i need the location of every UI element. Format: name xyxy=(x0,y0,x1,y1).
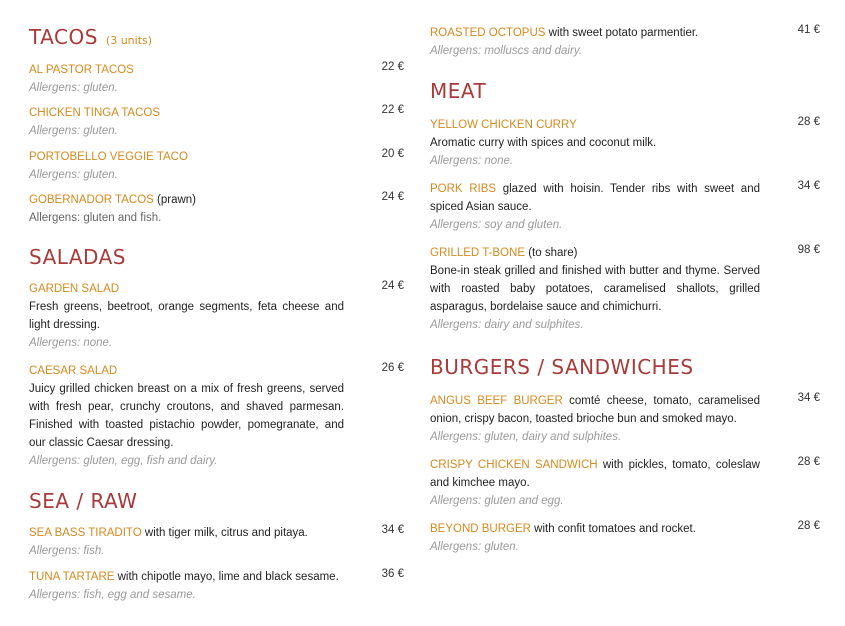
item-price: 22 € xyxy=(381,104,404,116)
item-allergens: Allergens: gluten, dairy and sulphites. xyxy=(430,431,622,443)
item-extra: with pickles, tomato, coleslaw and kimchee mayo. xyxy=(430,459,760,489)
menu-item-beyond-burger xyxy=(430,520,820,556)
item-price: 20 € xyxy=(381,148,404,160)
item-name: GOBERNADOR TACOS xyxy=(29,194,154,206)
menu-item-crispy-chicken xyxy=(430,456,820,510)
item-name: ROASTED OCTOPUS xyxy=(430,27,546,39)
item-extra: with sweet potato parmentier. xyxy=(545,27,699,39)
item-name: YELLOW CHICKEN CURRY xyxy=(430,119,577,131)
menu-item-roasted-octopus xyxy=(430,24,820,60)
item-price: 24 € xyxy=(381,191,404,203)
item-allergens: Allergens: gluten. xyxy=(430,541,519,553)
item-extra: with confit tomatoes and rocket. xyxy=(530,523,696,535)
item-allergens: Allergens: dairy and sulphites. xyxy=(430,319,584,331)
item-price: 28 € xyxy=(797,456,820,468)
item-extra: glazed with hoisin. Tender ribs with sweet and spiced Asian sauce. xyxy=(430,183,760,213)
item-allergens: Allergens: gluten, egg, fish and dairy. xyxy=(29,455,218,467)
item-description: Juicy grilled chicken breast on a mix of fresh greens, served with fresh pear, crunchy croutons, and shaved parmesan. Finished with toasted pistachio powder, pomegranate, and our classic Caesar dressing. xyxy=(29,383,344,449)
item-name: BEYOND BURGER xyxy=(430,523,531,535)
item-price: 41 € xyxy=(797,24,820,36)
item-name: PORK RIBS xyxy=(430,183,497,195)
menu-item-yellow-curry xyxy=(430,116,820,170)
item-extra: comté cheese, tomato, caramelised onion, crispy bacon, toasted brioche bun and smoked mayo. xyxy=(430,395,760,425)
menu-item-al-pastor xyxy=(29,61,404,97)
tacos-title: TACOS xyxy=(29,25,98,49)
item-name: CRISPY CHICKEN SANDWICH xyxy=(430,459,598,471)
item-extra: (to share) xyxy=(525,247,578,259)
item-price: 26 € xyxy=(381,362,404,374)
menu-item-angus-burger xyxy=(430,392,820,446)
item-allergens: Allergens: gluten and fish. xyxy=(29,212,162,224)
item-name: GRILLED T-BONE xyxy=(430,247,526,259)
menu-item-garden-salad xyxy=(29,280,404,352)
item-allergens: Allergens: gluten. xyxy=(29,82,118,94)
section-title-tacos xyxy=(29,25,152,49)
menu-item-pork-ribs xyxy=(430,180,820,234)
menu-item-caesar-salad xyxy=(29,362,404,470)
section-title-burgers: BURGERS / SANDWICHES xyxy=(430,355,694,379)
item-price: 28 € xyxy=(797,116,820,128)
item-name: CHICKEN TINGA TACOS xyxy=(29,107,160,119)
item-description: Fresh greens, beetroot, orange segments, feta cheese and light dressing. xyxy=(29,301,344,331)
item-allergens: Allergens: soy and gluten. xyxy=(430,219,563,231)
item-price: 24 € xyxy=(381,280,404,292)
item-price: 36 € xyxy=(381,568,404,580)
item-price: 28 € xyxy=(797,520,820,532)
menu-item-portobello xyxy=(29,148,404,184)
item-extra: (prawn) xyxy=(153,194,197,206)
menu-item-gobernador xyxy=(29,191,404,227)
item-name: ANGUS BEEF BURGER xyxy=(430,395,563,407)
item-price: 98 € xyxy=(797,244,820,256)
menu-item-sea-bass xyxy=(29,524,404,560)
item-price: 34 € xyxy=(797,392,820,404)
item-allergens: Allergens: fish, egg and sesame. xyxy=(29,589,196,601)
item-name: CAESAR SALAD xyxy=(29,365,118,377)
menu-item-chicken-tinga xyxy=(29,104,404,140)
tacos-note: (3 units) xyxy=(105,34,153,47)
item-description: Aromatic curry with spices and coconut milk. xyxy=(430,137,657,149)
section-title-saladas: SALADAS xyxy=(29,245,126,269)
item-price: 22 € xyxy=(381,61,404,73)
item-description: Bone-in steak grilled and finished with butter and thyme. Served with roasted baby potatoes, caramelised shallots, grilled asparagus, bordelaise sauce and chimichurri. xyxy=(430,265,760,313)
item-name: PORTOBELLO VEGGIE TACO xyxy=(29,151,188,163)
item-allergens: Allergens: gluten and egg. xyxy=(430,495,564,507)
item-price: 34 € xyxy=(381,524,404,536)
item-name: AL PASTOR TACOS xyxy=(29,64,134,76)
item-extra: with tiger milk, citrus and pitaya. xyxy=(141,527,308,539)
item-allergens: Allergens: gluten. xyxy=(29,169,118,181)
item-allergens: Allergens: gluten. xyxy=(29,125,118,137)
item-price: 34 € xyxy=(797,180,820,192)
item-allergens: Allergens: molluscs and dairy. xyxy=(430,45,582,57)
section-title-sea-raw: SEA / RAW xyxy=(29,489,138,513)
item-name: SEA BASS TIRADITO xyxy=(29,527,142,539)
item-name: GARDEN SALAD xyxy=(29,283,120,295)
item-extra: with chipotle mayo, lime and black sesame. xyxy=(114,571,339,583)
item-allergens: Allergens: fish. xyxy=(29,545,105,557)
section-title-meat: MEAT xyxy=(430,79,487,103)
menu-item-tuna-tartare xyxy=(29,568,404,604)
item-allergens: Allergens: none. xyxy=(430,155,514,167)
item-name: TUNA TARTARE xyxy=(29,571,115,583)
menu-item-t-bone xyxy=(430,244,820,334)
item-allergens: Allergens: none. xyxy=(29,337,113,349)
